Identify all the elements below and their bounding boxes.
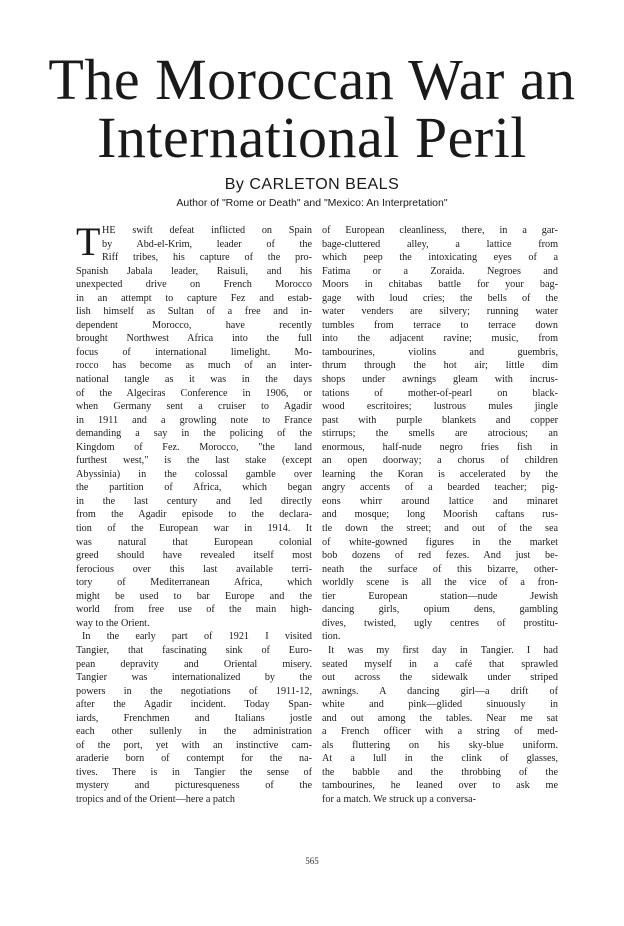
text-line: It was my first day in Tangier. I had	[328, 644, 558, 656]
text-line: tambourines, he leaned over to ask me	[322, 780, 558, 792]
text-line: tations of mother-of-pearl on black-	[322, 387, 558, 399]
text-line: rocco has become as much of an inter-	[76, 360, 312, 372]
text-line: tory of Mediterranean Africa, which	[76, 577, 312, 589]
text-line: the babble and the throbbing of the	[322, 766, 558, 778]
text-line: world from free use of the main high-	[76, 604, 312, 616]
text-line: tumbles from terrace to terrace down	[322, 319, 558, 331]
text-line: of the port, yet with an instinctive cam-	[76, 739, 312, 751]
text-line: gage with loud cries; the bells of the	[322, 292, 558, 304]
text-line: bob dozens of red fezes. And just be-	[322, 550, 558, 562]
text-line: tives. There is in Tangier the sense of	[76, 766, 312, 778]
text-line: tion of the European war in 1914. It	[76, 523, 312, 535]
left-column	[76, 219, 312, 807]
text-line: seated myself in a café that sprawled	[322, 658, 558, 670]
text-line: bage-cluttered alley, a lattice from	[322, 238, 558, 250]
text-line: pean depravity and Oriental misery.	[76, 658, 312, 670]
text-line: of European cleanliness, there, in a gar-	[322, 225, 558, 236]
text-line: At a lull in the clink of glasses,	[322, 753, 558, 765]
text-line: in 1911 and a growling note to France	[76, 414, 312, 426]
text-line: angry accents of a bearded teacher; pig-	[322, 482, 558, 494]
text-line: of the Algeciras Conference in 1906, or	[76, 387, 312, 399]
text-line: als fluttering on his sky-blue uniform.	[322, 739, 558, 751]
text-line: In the early part of 1921 I visited	[82, 631, 312, 643]
text-line: from the Agadir episode to the declara-	[76, 509, 312, 521]
text-line: and mosque; long Moorish caftans rus-	[322, 509, 558, 521]
text-line: white and pink—glided sinuously in	[322, 699, 558, 711]
text-line: neath the surface of this bizarre, other-	[322, 563, 558, 575]
text-line: the partition of Africa, which began	[76, 482, 312, 494]
text-line: tambourines, violins and guembris,	[322, 346, 558, 358]
text-line: after the Agadir incident. Today Span-	[76, 699, 312, 711]
text-line: focus of international limelight. Mo-	[76, 346, 312, 358]
text-line: tle down the street; and out of the sea	[322, 523, 558, 535]
text-line: national tangle as it was in the days	[76, 374, 312, 386]
text-line: greed should have revealed itself most	[76, 550, 312, 562]
text-line: in an attempt to capture Fez and estab-	[76, 292, 312, 304]
author-credits: Author of "Rome or Death" and "Mexico: An Interpretation"	[176, 197, 448, 209]
text-line: was natural that European colonial	[76, 536, 312, 548]
text-line: unexpected drive on French Morocco	[76, 279, 312, 291]
text-line: araderie born of contempt for the na-	[76, 753, 312, 765]
text-line: worldly scene is all the vice of a fron-	[322, 577, 558, 589]
text-line: tier European station—nude Jewish	[322, 590, 558, 602]
text-line: Moors in chitabas battle for your bag-	[322, 279, 558, 291]
text-line: dependent Morocco, have recently	[76, 319, 312, 331]
text-line: Fatima or a Zoraida. Negroes and	[322, 265, 558, 277]
text-line: in the last century and led directly	[76, 495, 312, 507]
text-line: wood escritoires; lustrous mules jingle	[322, 401, 558, 413]
text-line: Tangier was internationalized by the	[76, 672, 312, 684]
text-line: iards, Frenchmen and Italians jostle	[76, 712, 312, 724]
text-line: thrum through the hot air; little dim	[322, 360, 558, 372]
text-line: shops under awnings gleam with incrus-	[322, 374, 558, 386]
byline: By CARLETON BEALS	[224, 176, 400, 193]
article-title-line-1: The Moroccan War an	[48, 47, 576, 112]
text-line: by Abd-el-Krim, leader of the	[102, 238, 312, 250]
text-line: ferocious over this last available terri-	[76, 563, 312, 575]
text-line: eons whirr around lattice and minaret	[322, 495, 558, 507]
text-line: each other sullenly in the administration	[76, 726, 312, 738]
text-line: mystery and picturesqueness of the	[76, 780, 312, 792]
text-line: enormous, half-nude negro fries fish in	[322, 441, 558, 453]
text-line: learning the Koran is accelerated by the	[322, 468, 558, 480]
text-line: lish himself as Sultan of a free and in-	[76, 306, 312, 318]
text-line: which peep the intoxicating eyes of a	[322, 252, 558, 264]
text-line: a French officer with a string of med-	[322, 726, 558, 738]
text-line: Riff tribes, his capture of the pro-	[102, 252, 312, 264]
text-line: tropics and of the Orient—here a patch	[76, 793, 235, 805]
text-line: might be used to bar Europe and the	[76, 590, 312, 602]
text-line: way to the Orient.	[76, 617, 150, 629]
right-column	[322, 224, 558, 807]
text-line: Abyssinia) in the colossal gamble over	[76, 468, 312, 480]
text-line: and out among the tables. Near me sat	[322, 712, 558, 724]
text-line: when Germany sent a cruiser to Agadir	[76, 401, 312, 413]
page-number: 565	[305, 856, 319, 866]
text-line: demanding a say in the policing of the	[76, 428, 312, 440]
text-line: dancing girls, opium dens, gambling	[322, 604, 558, 616]
text-line: brought Northwest Africa into the full	[76, 333, 312, 345]
text-line: furthest west," is the last stake (except	[76, 455, 312, 467]
text-line: of white-gowned figures in the market	[322, 536, 558, 548]
text-line: dives, twisted, ugly centres of prostitu-	[322, 617, 558, 629]
text-line: for a match. We struck up a conversa-	[322, 793, 477, 805]
drop-cap: T	[76, 219, 101, 264]
article-title-line-2: International Peril	[97, 105, 527, 170]
text-line: Tangier, that fascinating sink of Euro-	[76, 644, 312, 656]
text-line: stirrups; the smells are atrocious; an	[322, 428, 558, 440]
text-line: awnings. A dancing girl—a drift of	[322, 685, 558, 697]
text-line: out across the sidewalk under striped	[322, 672, 558, 684]
text-line: HE swift defeat inflicted on Spain	[102, 225, 312, 236]
text-line: Spanish Jabala leader, Raisuli, and his	[76, 265, 312, 277]
text-line: Kingdom of Fez. Morocco, "the land	[76, 441, 312, 453]
text-line: powers in the negotiations of 1911-12,	[76, 685, 312, 697]
text-line: past with purple blankets and copper	[322, 414, 558, 426]
text-line: into the adjacent ravine; music, from	[322, 333, 558, 345]
text-line: tion.	[322, 631, 341, 643]
text-line: an open doorway; a chorus of children	[322, 455, 558, 467]
text-line: water venders are silvery; running water	[322, 306, 558, 318]
